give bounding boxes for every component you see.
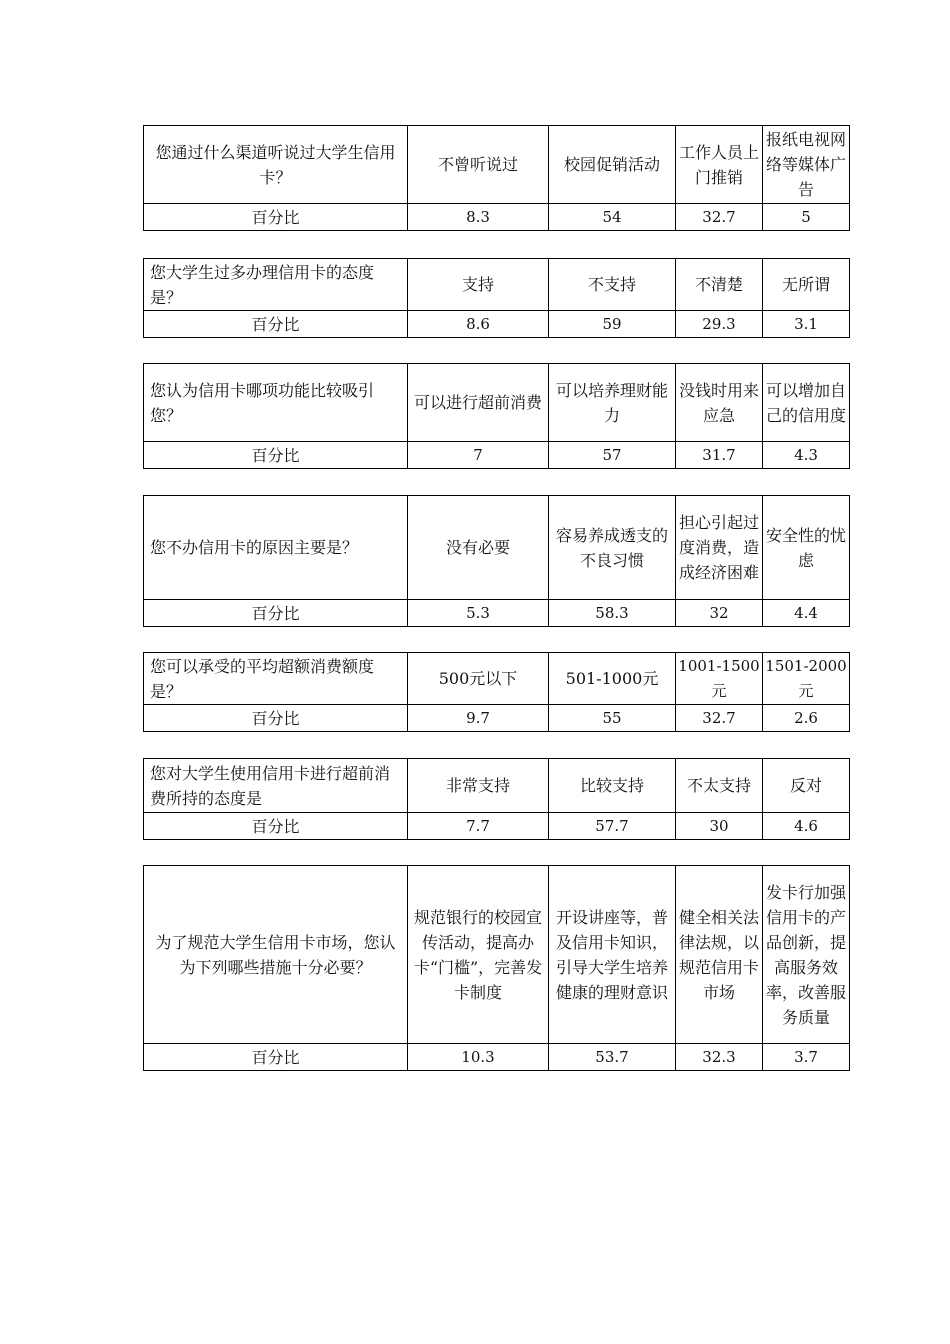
option-cell: 担心引起过度消费，造成经济困难 [676, 496, 763, 600]
row-label: 百分比 [144, 204, 408, 231]
survey-table-7 [143, 865, 850, 1071]
percent-value: 8.3 [408, 204, 549, 231]
option-cell: 发卡行加强信用卡的产品创新，提高服务效率，改善服务质量 [763, 866, 850, 1044]
option-cell: 支持 [408, 259, 549, 311]
percent-value: 5 [763, 204, 850, 231]
percent-value: 4.3 [763, 442, 850, 469]
option-cell: 非常支持 [408, 759, 549, 813]
percent-value: 57 [549, 442, 676, 469]
option-cell: 报纸电视网络等媒体广告 [763, 126, 850, 204]
survey-table-5 [143, 652, 850, 732]
option-cell: 可以增加自己的信用度 [763, 364, 850, 442]
option-cell: 可以进行超前消费 [408, 364, 549, 442]
row-label: 百分比 [144, 813, 408, 840]
percent-value: 30 [676, 813, 763, 840]
row-label: 百分比 [144, 1044, 408, 1071]
percent-value: 7 [408, 442, 549, 469]
percent-value: 5.3 [408, 600, 549, 627]
option-cell: 没钱时用来应急 [676, 364, 763, 442]
option-cell: 501-1000元 [549, 653, 676, 705]
option-cell: 不支持 [549, 259, 676, 311]
option-cell: 无所谓 [763, 259, 850, 311]
option-cell: 不曾听说过 [408, 126, 549, 204]
question-cell: 您不办信用卡的原因主要是？ [144, 496, 408, 600]
option-cell: 工作人员上门推销 [676, 126, 763, 204]
option-cell: 规范银行的校园宣传活动，提高办卡“门槛”，完善发卡制度 [408, 866, 549, 1044]
option-cell: 可以培养理财能力 [549, 364, 676, 442]
row-label: 百分比 [144, 442, 408, 469]
question-cell: 您通过什么渠道听说过大学生信用卡？ [144, 126, 408, 204]
option-cell: 1001-1500元 [676, 653, 763, 705]
percent-value: 4.6 [763, 813, 850, 840]
survey-table-2 [143, 258, 850, 338]
percent-value: 3.1 [763, 311, 850, 338]
option-cell: 不太支持 [676, 759, 763, 813]
percent-value: 2.6 [763, 705, 850, 732]
row-label: 百分比 [144, 600, 408, 627]
percent-value: 32 [676, 600, 763, 627]
percent-value: 7.7 [408, 813, 549, 840]
percent-value: 54 [549, 204, 676, 231]
option-cell: 安全性的忧虑 [763, 496, 850, 600]
option-cell: 1501-2000元 [763, 653, 850, 705]
option-cell: 没有必要 [408, 496, 549, 600]
option-cell: 开设讲座等，普及信用卡知识，引导大学生培养健康的理财意识 [549, 866, 676, 1044]
survey-table-3 [143, 363, 850, 469]
option-cell: 500元以下 [408, 653, 549, 705]
percent-value: 3.7 [763, 1044, 850, 1071]
percent-value: 58.3 [549, 600, 676, 627]
survey-table-6 [143, 758, 850, 840]
option-cell: 不清楚 [676, 259, 763, 311]
percent-value: 8.6 [408, 311, 549, 338]
percent-value: 4.4 [763, 600, 850, 627]
percent-value: 53.7 [549, 1044, 676, 1071]
percent-value: 32.7 [676, 705, 763, 732]
row-label: 百分比 [144, 311, 408, 338]
percent-value: 32.7 [676, 204, 763, 231]
percent-value: 57.7 [549, 813, 676, 840]
question-cell: 您认为信用卡哪项功能比较吸引您？ [144, 364, 408, 442]
option-cell: 比较支持 [549, 759, 676, 813]
option-cell: 健全相关法律法规，以规范信用卡市场 [676, 866, 763, 1044]
percent-value: 9.7 [408, 705, 549, 732]
row-label: 百分比 [144, 705, 408, 732]
percent-value: 59 [549, 311, 676, 338]
question-cell: 为了规范大学生信用卡市场，您认为下列哪些措施十分必要？ [144, 866, 408, 1044]
survey-table-4 [143, 495, 850, 627]
option-cell: 容易养成透支的不良习惯 [549, 496, 676, 600]
percent-value: 32.3 [676, 1044, 763, 1071]
percent-value: 29.3 [676, 311, 763, 338]
question-cell: 您对大学生使用信用卡进行超前消费所持的态度是 [144, 759, 408, 813]
percent-value: 31.7 [676, 442, 763, 469]
percent-value: 55 [549, 705, 676, 732]
question-cell: 您可以承受的平均超额消费额度是？ [144, 653, 408, 705]
percent-value: 10.3 [408, 1044, 549, 1071]
survey-table-1 [143, 125, 850, 231]
option-cell: 校园促销活动 [549, 126, 676, 204]
option-cell: 反对 [763, 759, 850, 813]
question-cell: 您大学生过多办理信用卡的态度是？ [144, 259, 408, 311]
